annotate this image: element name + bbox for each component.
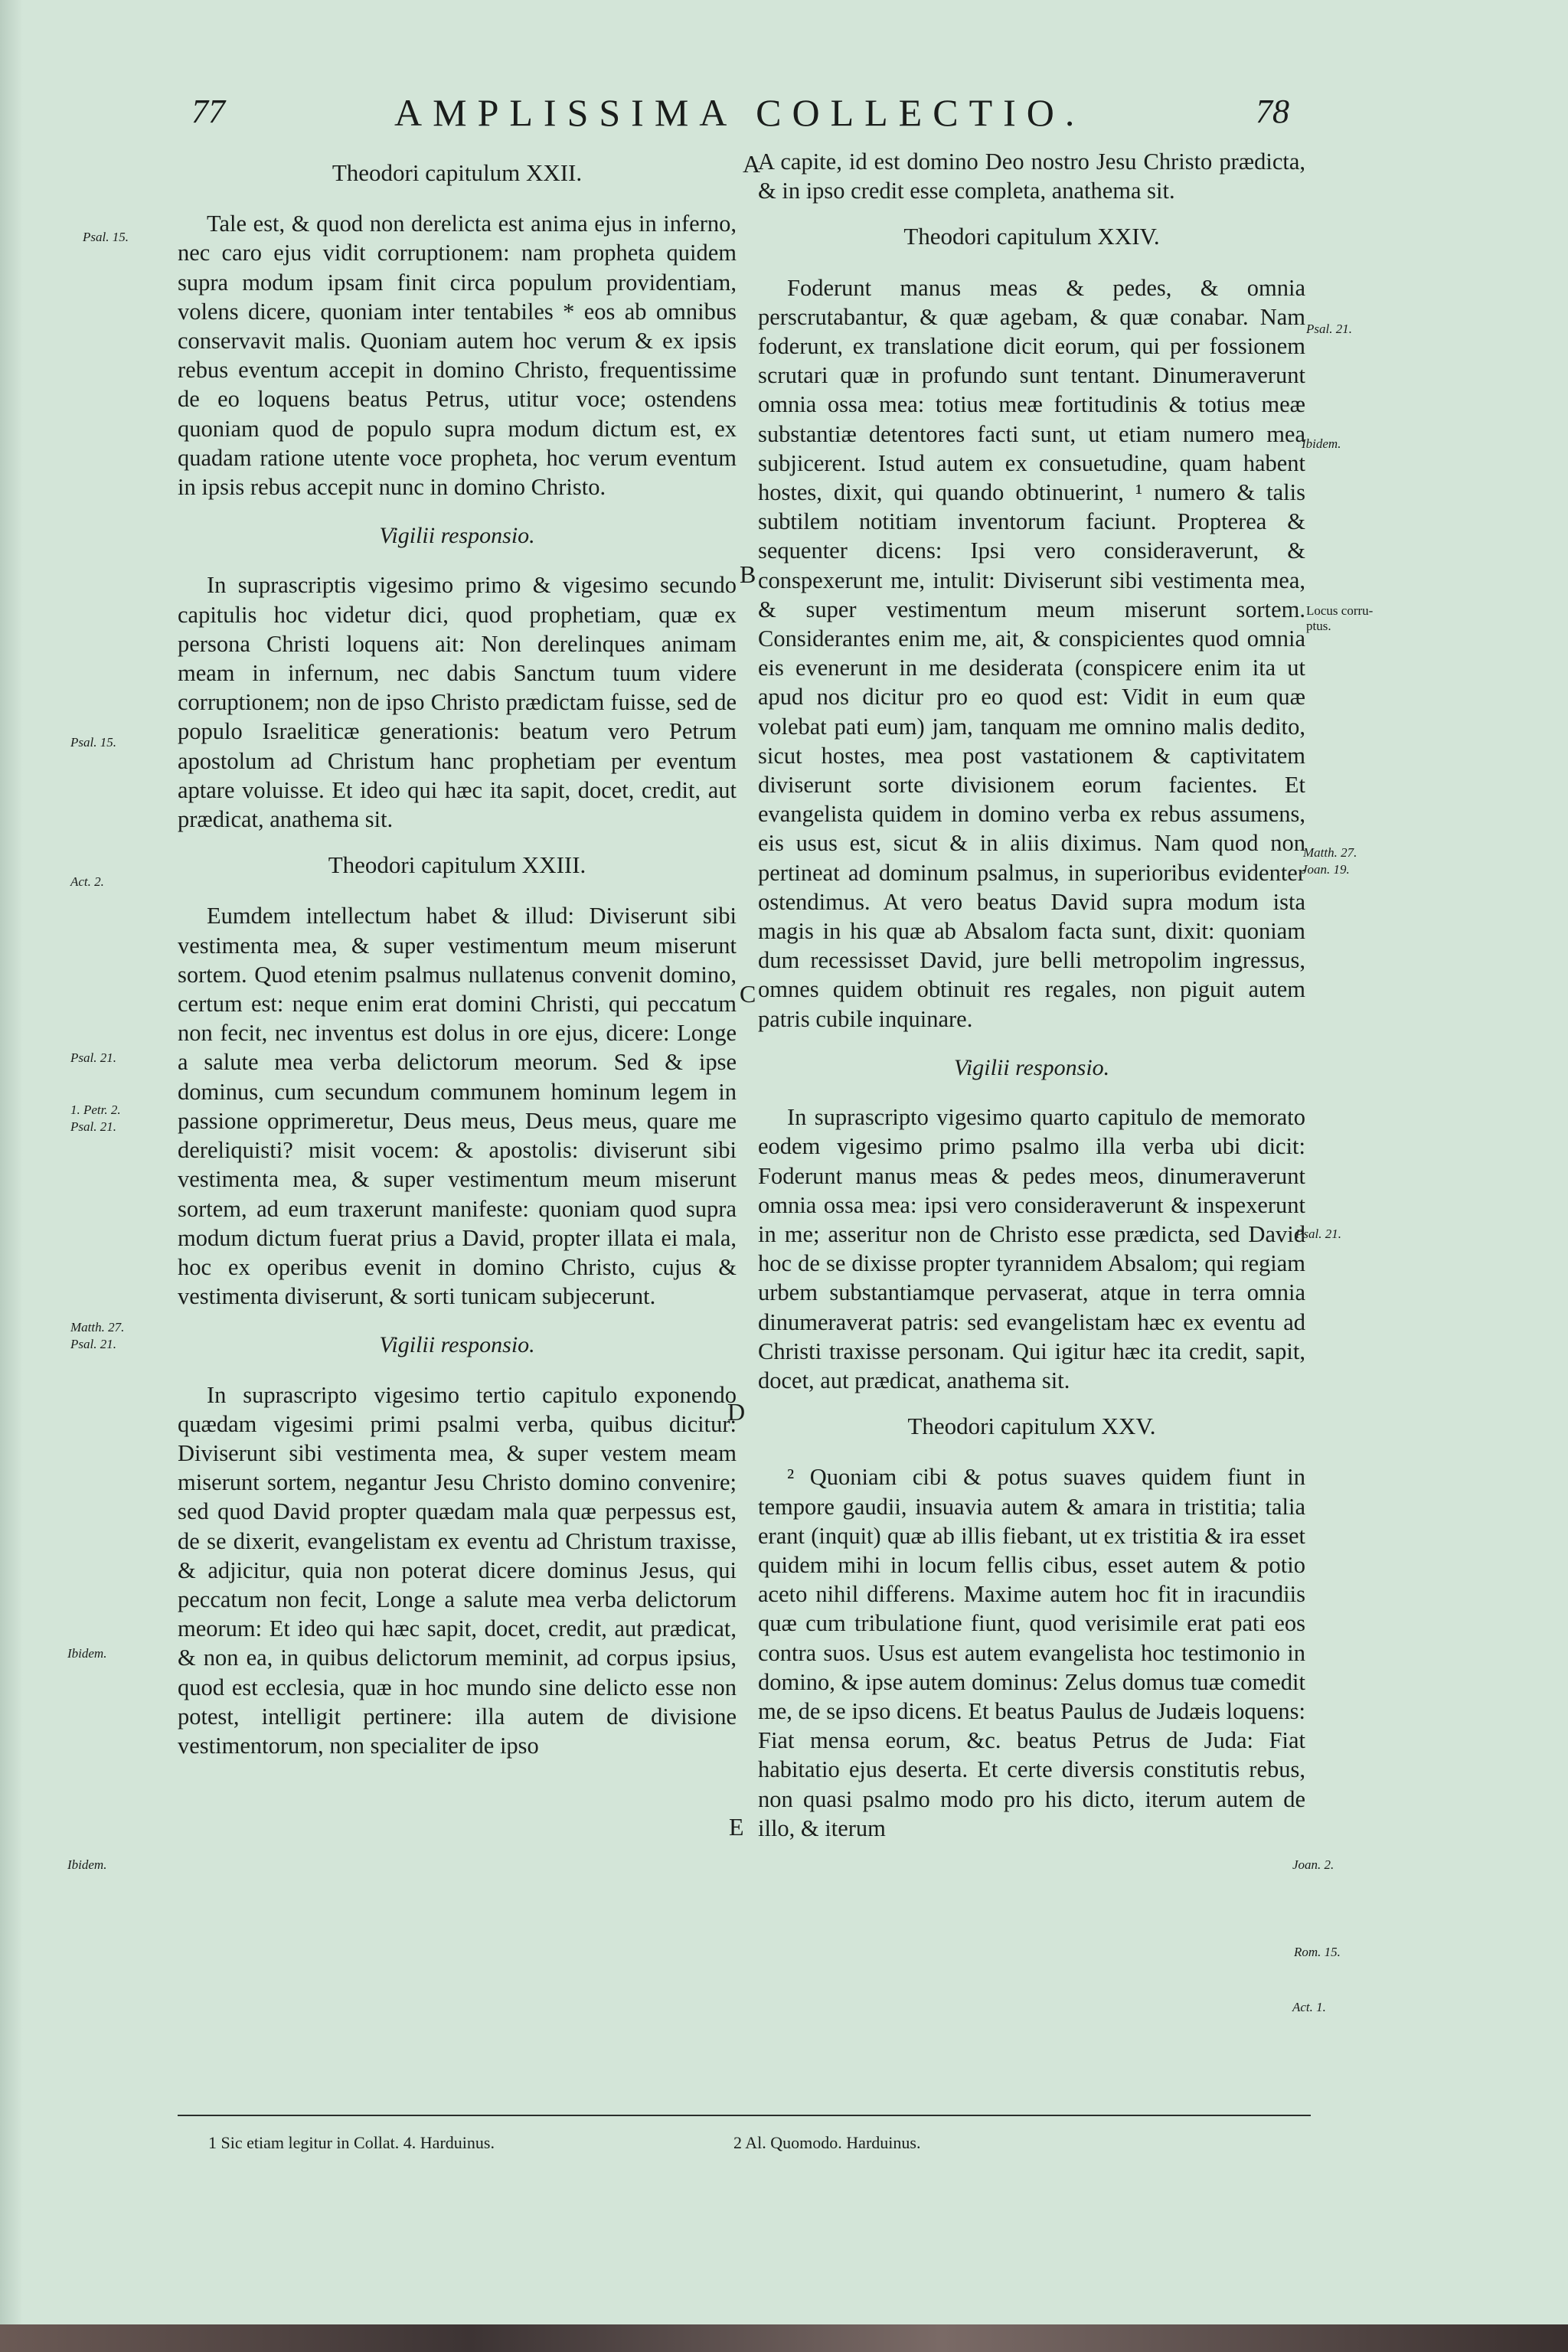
margin-note-left: Ibidem. <box>67 1646 107 1661</box>
section-letter-b: B <box>740 560 756 588</box>
chapter-text-23: Eumdem intellectum habet & illud: Diviserunt sibi vestimenta mea, & super vestimentum meum miserunt sortem. Quod etenim psalmus nullatenus convenit domino, certum est: neque enim erat domini Christi, qui peccatum non fecit, nec inventus est dolus in ore ejus, dicere: Longe a salute mea verba delictorum meorum. Sed & ipse dominus, cum secundum communem hominum legem in passione opprimeretur, Deus meus, Deus meus, quare me dereliquisti? misit vocem: & apostolis: diviserunt sibi vestimenta mea, & super vestimentum meum miserunt sortem, ad eum traxerunt manifeste: quoniam quod supra modum dictum fuerat prius a David, propter illata ei mala, hoc ex operibus evenit in domino Christo, cujus & vestimenta diviserunt, & sorti tunicam subjecerunt. <box>178 903 737 1310</box>
footnote-rule <box>178 2115 1311 2116</box>
section-letter-c: C <box>740 980 756 1008</box>
right-column <box>758 147 1305 1843</box>
margin-note-left: Psal. 15. <box>70 735 116 750</box>
responsio-text-22: In suprascriptis vigesimo primo & vigesimo secundo capitulis hoc videtur dici, quod prophetiam, quæ ex persona Christi loquens ait: Non derelinques animam meam in infernum, nec dabis Sanctum tuum videre corruptionem; non de ipso Christo prædictam fuisse, sed de populo Israeliticæ generationis: beatum vero Petrum apostolum ad Christum hanc prophetiam per eventum aptare voluisse. Et ideo qui hæc ita sapit, docet, credit, aut prædicat, anathema sit. <box>178 572 737 833</box>
chapter-text-22: Tale est, & quod non derelicta est anima ejus in inferno, nec caro ejus vidit corruptionem: nam propheta quidem supra modum ipsam finit circa populum providentiam, volens dicere, quoniam inter tentabiles * eos ab omnibus conservavit malis. Quoniam autem hoc verum & ex ipsis rebus eventum accepit in domino Christo, frequentissime de eo loquens beatus Petrus, utitur voce; ostendens quoniam quod de populo supra modum dictum est, ex quadam ratione utente voce propheta, hoc verum eventum in ipsis rebus accepit nunc in domino Christo. <box>178 211 737 501</box>
section-letter-d: D <box>727 1398 746 1426</box>
page-number-left: 77 <box>191 93 225 130</box>
margin-note-right: Joan. 2. <box>1292 1857 1334 1872</box>
responsio-heading-24: Vigilii responsio. <box>953 1054 1110 1080</box>
margin-note-right: Act. 1. <box>1292 2000 1326 2014</box>
margin-note-right: Matth. 27. <box>1303 845 1357 860</box>
margin-note-right: Psal. 21. <box>1295 1227 1341 1241</box>
running-title: AMPLISSIMA COLLECTIO. <box>394 91 1086 134</box>
scan-edge <box>0 2324 1568 2352</box>
margin-note-left: Psal. 21. <box>70 1050 116 1065</box>
section-letter-a: A <box>743 150 761 178</box>
chapter-heading-23: Theodori capitulum XXIII. <box>328 851 586 879</box>
margin-note-left: Act. 2. <box>70 874 104 889</box>
margin-note-right: ptus. <box>1306 619 1331 633</box>
responsio-heading-23: Vigilii responsio. <box>379 1332 535 1358</box>
chapter-text-25: ² Quoniam cibi & potus suaves quidem fiunt in tempore gaudii, insuavia autem & amara in tristitia; talia erant (inquit) quæ ab illis fiebant, ut ex tristitia & ira esset quidem mihi in locum fellis cibus, esset autem & potio aceto nihil differens. Maxime autem hoc fit in iracundiis quæ cum tribulatione fiunt, quod verisimile erat pati eos contra suos. Usus est autem evangelista hoc testimonio in domino, & ipse autem dominus: Zelus domus tuæ comedit me, de se ipso dicens. Et beatus Paulus de Judæis loquens: Fiat mensa eorum, &c. beatus Petrus de Juda: Fiat habitatio ejus deserta. Et certe diversis constitutis rebus, non quasi psalmo modo pro his dicto, iterum autem de illo, & iterum <box>758 1464 1305 1841</box>
footnote-2: 2 Al. Quomodo. Harduinus. <box>733 2133 921 2152</box>
margin-note-left: Psal. 21. <box>70 1119 116 1134</box>
chapter-heading-22: Theodori capitulum XXII. <box>332 159 583 186</box>
continuation-text: A capite, id est domino Deo nostro Jesu Christo prædicta, & in ipso credit esse completa, anathema sit. <box>758 149 1305 204</box>
chapter-heading-25: Theodori capitulum XXV. <box>907 1413 1156 1440</box>
margin-note-right: Joan. 19. <box>1302 862 1350 877</box>
chapter-heading-24: Theodori capitulum XXIV. <box>903 223 1160 250</box>
book-gutter <box>0 0 23 2352</box>
margin-note-left: Ibidem. <box>67 1857 107 1872</box>
margin-note-left: 1. Petr. 2. <box>70 1102 121 1117</box>
left-column <box>178 142 737 1760</box>
responsio-text-23: In suprascripto vigesimo tertio capitulo exponendo quædam vigesimi primi psalmi verba, quibus dicitur: Diviserunt sibi vestimenta mea, & super vestem meam miserunt sortem, negantur Jesu Christo domino convenire; sed quod David propter quædam mala quæ perpessus est, de se dixerit, evangelistam ex eventu ad Christum traxisse, & adjicitur, quia non poterat dicere dominus Jesus, qui peccatum non fecit, Longe a salute mea verba delictorum meorum: Et ideo qui hæc sapit, docet, credit, aut prædicat, & non ea, in quibus delictorum meminit, ad corpus ipsius, quod est ecclesia, quæ in hoc mundo sine delicto esse non potest, intelligit pertinere: illa autem de divisione vestimentorum, non specialiter de ipso <box>178 1381 737 1759</box>
responsio-text-24: In suprascripto vigesimo quarto capitulo de memorato eodem vigesimo primo psalmo illa verba ubi dicit: Foderunt manus meas & pedes meos, dinumeraverunt omnia ossa mea: ipsi vero consideraverunt & inspexerunt in me; asseritur non de Christo esse prædicta, sed David hoc de se dixisse propter tyrannidem Absalom; qui regiam urbem substantiamque pervaserat, atque in terra omnia dinumeraverat patris: sed evangelistam hæc ex eventu ad Christi traxisse personam. Qui igitur hæc ita credit, sapit, docet, aut prædicat, anathema sit. <box>758 1104 1305 1393</box>
margin-note-right: Rom. 15. <box>1294 1945 1341 1959</box>
margin-note-left: Psal. 15. <box>83 230 129 244</box>
margin-note-left: Matth. 27. <box>70 1320 125 1334</box>
responsio-heading-22: Vigilii responsio. <box>379 523 535 549</box>
margin-note-right: Psal. 21. <box>1306 322 1352 336</box>
section-letter-e: E <box>729 1813 744 1841</box>
footnote-1: 1 Sic etiam legitur in Collat. 4. Harduinus. <box>208 2133 495 2152</box>
margin-note-right: Locus corru- <box>1306 603 1374 618</box>
margin-note-right: Ibidem. <box>1302 436 1341 451</box>
page-number-right: 78 <box>1256 93 1289 130</box>
margin-note-left: Psal. 21. <box>70 1337 116 1351</box>
chapter-text-24: Foderunt manus meas & pedes, & omnia perscrutabantur, & quæ agebam, & quæ conabar. Nam foderunt, ex translatione dicit eorum, qui per fossionem scrutari quæ in profundo sunt tentant. Dinumeraverunt omnia ossa mea: totius meæ fortitudinis & totius meæ substantiæ detentores facti sunt, ut etiam numero mea subjicerent. Istud autem ex consuetudine, quam habent hostes, dixit, qui quando obtinuerint, ¹ numero & talis subtilem notitiam inventorum faciunt. Propterea & sequenter dicens: Ipsi vero consideraverunt, & conspexerunt me, intulit: Diviserunt sibi vestimenta mea, & super vestimentum meum miserunt sortem. Considerantes enim me, ait, & conspicientes quod omnia eis evenerunt in me desiderata (conspicere enim ita ut apud nos dicitur pro eo quod est: Vidit in eum quæ volebat pati eum) jam, tanquam me omnino malis dedito, sicut hostes, mea post vastationem & captivitatem diviserunt sorte divisionem eorum facientes. Et evangelista quidem in domino verba ex rebus assumens, eis usus est, sicut & in aliis diximus. Nam quod non pertineat ad dominum psalmus, in superioribus evidenter ostendimus. At vero beatus David supra modum ista magis in his quæ ab Absalom facta sunt, dixit: quoniam dum recessisset David, jure belli metropolim ingressus, omnes quidem obtinuit res regales, non piguit autem patris cubile inquinare. <box>758 274 1305 1032</box>
